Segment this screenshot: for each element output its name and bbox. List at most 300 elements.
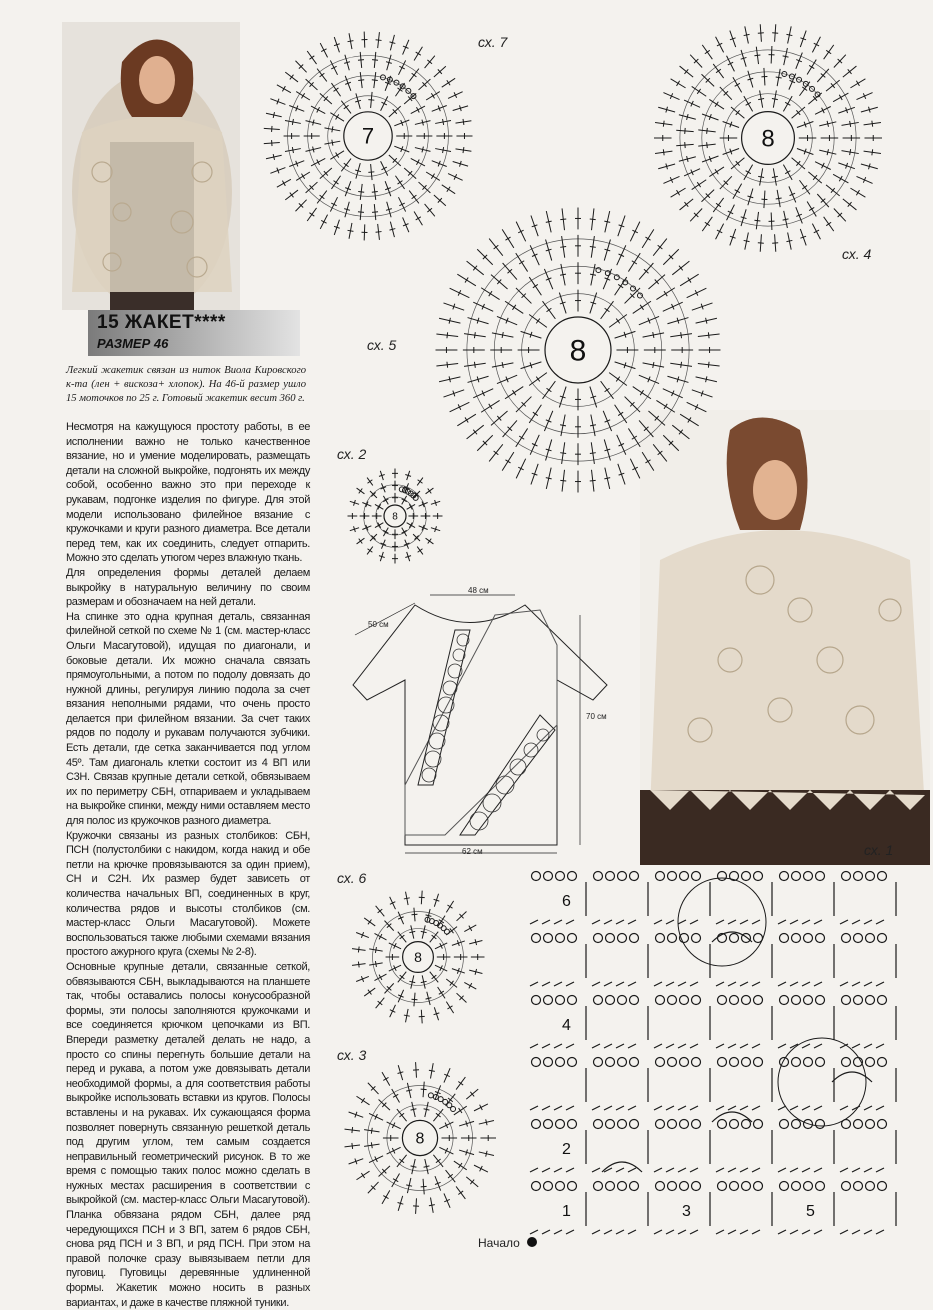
- motif-number: 8: [416, 1131, 425, 1148]
- chain-loop: [544, 1182, 553, 1191]
- stitch-crossbar: [697, 89, 700, 94]
- stitch-mark: [778, 1044, 786, 1048]
- stitch-crossbar: [706, 376, 707, 382]
- stitch-mark: [790, 1168, 798, 1172]
- chain-loop: [656, 1058, 665, 1067]
- stitch-crossbar: [519, 436, 524, 439]
- chain-loop: [718, 1182, 727, 1191]
- stitch-crossbar: [645, 237, 650, 240]
- chain-loop: [618, 1058, 627, 1067]
- stitch-crossbar: [474, 332, 475, 338]
- stitch-mark: [654, 1106, 662, 1110]
- chain-loop: [568, 1058, 577, 1067]
- chain-loop: [544, 934, 553, 943]
- stitch-mark: [876, 982, 884, 986]
- stitch-crossbar: [746, 171, 751, 174]
- stitch-crossbar: [505, 237, 510, 240]
- chain-loop: [866, 934, 875, 943]
- stitch-mark: [728, 982, 736, 986]
- chain-loop: [742, 872, 751, 881]
- stitch-crossbar: [422, 147, 423, 153]
- stitch-mark: [530, 982, 538, 986]
- chain-loop: [399, 487, 404, 492]
- chain-loop: [780, 872, 789, 881]
- stitch-crossbar: [590, 219, 596, 220]
- chain-loop: [718, 1058, 727, 1067]
- chain-loop: [668, 934, 677, 943]
- stitch-crossbar: [663, 121, 664, 127]
- stitch-mark: [628, 1044, 636, 1048]
- stitch-mark: [790, 1230, 798, 1234]
- stitch-crossbar: [706, 318, 707, 324]
- stitch-mark: [592, 920, 600, 924]
- stitch-crossbar: [772, 176, 778, 177]
- stitch-crossbar: [429, 1070, 435, 1071]
- start-point: [527, 1237, 537, 1247]
- stitch-mark: [554, 1044, 562, 1048]
- article-size: РАЗМЕР 46: [97, 336, 168, 351]
- stitch-mark: [566, 1168, 574, 1172]
- stitch-crossbar: [640, 390, 643, 395]
- stitch-mark: [864, 1230, 872, 1234]
- stitch-mark: [654, 982, 662, 986]
- stitch-crossbar: [590, 246, 596, 247]
- stitch-mark: [666, 1044, 674, 1048]
- stitch-crossbar: [358, 192, 364, 193]
- chain-loop: [842, 872, 851, 881]
- stitch-crossbar: [758, 176, 764, 177]
- stitch-crossbar: [372, 80, 378, 81]
- stitch-crossbar: [416, 52, 421, 55]
- chain-loop: [816, 1058, 825, 1067]
- chain-loop: [544, 996, 553, 1005]
- chain-loop: [718, 996, 727, 1005]
- stitch-mark: [802, 1044, 810, 1048]
- grid-row-number: 3: [682, 1203, 691, 1220]
- stitch-crossbar: [685, 142, 686, 148]
- stitch-crossbar: [590, 480, 596, 481]
- stitch-mark: [666, 982, 674, 986]
- stitch-crossbar: [560, 246, 566, 247]
- stitch-mark: [752, 1230, 760, 1234]
- stitch-crossbar: [376, 232, 382, 233]
- stitch-mark: [852, 982, 860, 986]
- stitch-crossbar: [735, 190, 740, 193]
- grid-row-number: 6: [562, 893, 571, 910]
- scheme-label-4: сх. 4: [842, 246, 871, 262]
- stitch-mark: [876, 920, 884, 924]
- chain-loop: [618, 872, 627, 881]
- stitch-crossbar: [372, 60, 378, 61]
- chain-loop: [680, 1182, 689, 1191]
- stitch-crossbar: [409, 981, 415, 982]
- stitch-crossbar: [536, 377, 540, 382]
- paragraph: Несмотря на кажущуюся простоту работы, в ее исполнении важно не только качественное вязание, но и умение моделировать, размещать детали на сложной выкройке, подгонять их между собой, особенно важно это при переходе к рукавам, подгонке изделия по фигуре. Для этой модели использовано филейное вязание с кружочками и круги разного диаметра. Все детали перед тем, как их соединить, следует отпарить. Можно это сделать утюгом через влажную ткань.: [66, 420, 310, 566]
- stitch-mark: [716, 1168, 724, 1172]
- stitch-crossbar: [359, 539, 363, 544]
- stitch-crossbar: [754, 55, 760, 56]
- paragraph: Кружочки связаны из разных столбиков: СБН, ПСН (полустолбики с накидом, когда накид и обе петли на крючке провязываются за один прием), СН и С2Н. Их размер будет зависеть от количества начальных ВП, соединенных в круг, количества рядов и высоты столбиков (см. мастер-класс Ольги Масагутовой). Можете воспользоваться также любыми схемами вязания простого ажурного круга (схемы № 2-8).: [66, 829, 310, 960]
- stitch-crossbar: [533, 412, 538, 415]
- chain-loop: [792, 1120, 801, 1129]
- stitch-crossbar: [707, 142, 708, 148]
- stitch-mark: [740, 982, 748, 986]
- stitch-mark: [840, 1230, 848, 1234]
- stitch-crossbar: [406, 1185, 412, 1186]
- stitch-mark: [592, 1168, 600, 1172]
- chain-loop: [568, 934, 577, 943]
- chain-loop: [742, 1058, 751, 1067]
- stitch-mark: [666, 1168, 674, 1172]
- stitch-crossbar: [336, 114, 339, 119]
- stitch-crossbar: [368, 172, 374, 173]
- chain-loop: [816, 934, 825, 943]
- chain-loop: [568, 1120, 577, 1129]
- stitch-crossbar: [358, 60, 364, 61]
- chain-loop: [866, 1058, 875, 1067]
- chain-loop: [668, 1182, 677, 1191]
- stitch-mark: [864, 982, 872, 986]
- stitch-crossbar: [640, 305, 643, 310]
- motif-number: 7: [362, 124, 374, 149]
- chain-loop: [606, 1182, 615, 1191]
- stitch-crossbar: [664, 291, 667, 296]
- stitch-crossbar: [590, 425, 596, 426]
- stitch-crossbar: [715, 102, 718, 107]
- chain-loop: [594, 1058, 603, 1067]
- stitch-mark: [876, 1230, 884, 1234]
- stitch-mark: [852, 1230, 860, 1234]
- stitch-crossbar: [645, 460, 650, 463]
- stitch-crossbar: [424, 1166, 430, 1167]
- crochet-circle-scheme-2: [345, 466, 445, 566]
- stitch-mark: [852, 1168, 860, 1172]
- chain-loop: [780, 996, 789, 1005]
- stitch-crossbar: [368, 480, 373, 484]
- stitch-crossbar: [431, 93, 434, 98]
- chain-loop: [532, 872, 541, 881]
- stitch-crossbar: [502, 362, 503, 368]
- stitch-crossbar: [802, 87, 807, 91]
- chain-loop: [816, 996, 825, 1005]
- scheme-label-5: сх. 5: [367, 337, 396, 353]
- chain-loop: [568, 872, 577, 881]
- stitch-crossbar: [344, 105, 349, 109]
- stitch-crossbar: [590, 453, 596, 454]
- stitch-crossbar: [677, 81, 680, 86]
- stitch-crossbar: [358, 212, 364, 213]
- stitch-crossbar: [447, 332, 448, 338]
- chain-loop: [606, 872, 615, 881]
- stitch-crossbar: [664, 404, 667, 409]
- chain-loop: [668, 872, 677, 881]
- chain-loop: [692, 1058, 701, 1067]
- stitch-crossbar: [605, 388, 610, 392]
- stitch-mark: [628, 1230, 636, 1234]
- stitch-crossbar: [754, 220, 760, 221]
- stitch-mark: [666, 1230, 674, 1234]
- stitch-crossbar: [290, 193, 294, 198]
- stitch-crossbar: [449, 318, 450, 324]
- chain-loop: [804, 996, 813, 1005]
- grid-row-number: 4: [562, 1017, 571, 1034]
- stitch-mark: [542, 920, 550, 924]
- chain-loop: [804, 1182, 813, 1191]
- chain-loop: [754, 996, 763, 1005]
- stitch-crossbar: [746, 102, 751, 105]
- stitch-crossbar: [872, 121, 873, 127]
- stitch-mark: [592, 1044, 600, 1048]
- stitch-crossbar: [428, 489, 432, 494]
- chain-loop: [656, 934, 665, 943]
- stitch-crossbar: [368, 990, 372, 995]
- chain-loop: [556, 1182, 565, 1191]
- chain-loop: [780, 1182, 789, 1191]
- stitch-crossbar: [301, 174, 304, 179]
- dimension-top: 48 см: [468, 586, 489, 595]
- chain-loop: [866, 1182, 875, 1191]
- stitch-mark: [628, 982, 636, 986]
- stitch-mark: [752, 1106, 760, 1110]
- stitch-crossbar: [785, 102, 790, 105]
- chain-loop: [854, 934, 863, 943]
- stitch-crossbar: [375, 947, 376, 953]
- chain-loop: [630, 1182, 639, 1191]
- stitch-crossbar: [653, 332, 654, 338]
- stitch-crossbar: [685, 128, 686, 134]
- stitch-mark: [542, 1044, 550, 1048]
- stitch-crossbar: [856, 81, 859, 86]
- chain-loop: [804, 934, 813, 943]
- chain-loop: [842, 1058, 851, 1067]
- stitch-crossbar: [439, 991, 444, 994]
- stitch-mark: [592, 1230, 600, 1234]
- chain-loop: [606, 1058, 615, 1067]
- stitch-crossbar: [463, 147, 464, 153]
- chain-loop: [532, 1182, 541, 1191]
- stitch-crossbar: [358, 947, 359, 953]
- stitch-crossbar: [708, 362, 709, 368]
- stitch-crossbar: [705, 50, 710, 53]
- chain-loop: [680, 872, 689, 881]
- stitch-crossbar: [786, 240, 792, 241]
- stitch-mark: [814, 1168, 822, 1172]
- chain-loop: [730, 1058, 739, 1067]
- stitch-mark: [864, 1106, 872, 1110]
- stitch-crossbar: [447, 80, 450, 85]
- stitch-crossbar: [590, 274, 596, 275]
- stitch-crossbar: [546, 478, 552, 479]
- stitch-crossbar: [439, 920, 444, 923]
- stitch-mark: [542, 1106, 550, 1110]
- stitch-crossbar: [536, 319, 540, 324]
- stitch-mark: [778, 920, 786, 924]
- chain-loop: [692, 1120, 701, 1129]
- chain-loop: [878, 872, 887, 881]
- stitch-crossbar: [776, 77, 782, 78]
- stitch-mark: [654, 1230, 662, 1234]
- stitch-crossbar: [744, 34, 750, 35]
- stitch-mark: [840, 1168, 848, 1172]
- stitch-mark: [864, 1044, 872, 1048]
- stitch-mark: [740, 1106, 748, 1110]
- stitch-mark: [840, 982, 848, 986]
- stitch-crossbar: [618, 412, 623, 415]
- stitch-mark: [654, 1168, 662, 1172]
- stitch-crossbar: [785, 171, 790, 174]
- stitch-crossbar: [458, 1191, 463, 1195]
- stitch-crossbar: [376, 40, 382, 41]
- stitch-crossbar: [383, 1196, 388, 1199]
- chain-loop: [878, 1182, 887, 1191]
- stitch-mark: [790, 1106, 798, 1110]
- stitch-crossbar: [409, 931, 415, 932]
- stitch-mark: [628, 1106, 636, 1110]
- article-intro: Легкий жакетик связан из ниток Виола Кировского к-та (лен + вискоза+ хлопок). На 46-й размер ушло 15 моточков по 25 г. Готовый жакетик весит 360 г.: [66, 364, 306, 405]
- stitch-mark: [592, 982, 600, 986]
- stitch-crossbar: [426, 998, 432, 999]
- stitch-crossbar: [632, 436, 637, 439]
- stitch-crossbar: [663, 149, 664, 155]
- stitch-mark: [604, 982, 612, 986]
- stitch-mark: [864, 1168, 872, 1172]
- chain-loop: [866, 872, 875, 881]
- stitch-crossbar: [604, 478, 610, 479]
- dimension-bottom: 62 см: [462, 847, 483, 856]
- stitch-crossbar: [450, 981, 454, 986]
- stitch-mark: [690, 1230, 698, 1234]
- stitch-mark: [864, 920, 872, 924]
- chain-loop: [532, 1058, 541, 1067]
- chain-loop: [544, 1058, 553, 1067]
- stitch-mark: [530, 1168, 538, 1172]
- stitch-mark: [778, 1230, 786, 1234]
- stitch-mark: [542, 1230, 550, 1234]
- stitch-crossbar: [489, 404, 492, 409]
- stitch-crossbar: [716, 69, 721, 73]
- stitch-mark: [740, 1230, 748, 1234]
- chain-loop: [680, 1120, 689, 1129]
- stitch-crossbar: [447, 1006, 452, 1009]
- stitch-mark: [566, 920, 574, 924]
- stitch-crossbar: [681, 332, 682, 338]
- chain-loop: [792, 872, 801, 881]
- chain-loop: [692, 1182, 701, 1191]
- stitch-crossbar: [512, 305, 515, 310]
- stitch-mark: [802, 1230, 810, 1234]
- stitch-crossbar: [313, 120, 314, 126]
- chain-loop: [428, 1093, 433, 1098]
- stitch-crossbar: [715, 169, 718, 174]
- chain-loop: [556, 934, 565, 943]
- paragraph: Для определения формы деталей делаем выкройку в натуральную величину по своим размерам и обозначаем на ней детали.: [66, 566, 310, 610]
- stitch-crossbar: [450, 928, 454, 933]
- chain-loop: [668, 1120, 677, 1129]
- chain-loop: [792, 934, 801, 943]
- chain-loop: [451, 1106, 456, 1111]
- paragraph: Основные крупные детали, связанные сеткой, обвязываются СБН, выкладываются на планшете так, чтобы оставались полосы конусообразной формы, эти полосы заполняются кружочками и все соединяется крючком цепочками из ВП. Впереди разметку деталей делать не надо, а просто со спины перегнуть большие детали на перед и рукава, а потом уже довязывать детали необходимой формы, а для соответствия работы выкройке использовать вставки из кругов. Полосы вставлены и на рукавах. Их сужающаяся форма позволяет повернуть связанную решеткой деталь под другим углом, тем самым создается неправильный геометрический рисунок. В то же время с помощью таких полос можно сделать в нужных местах расширения в соответствии с выкройкой (см. мастер-класс Ольги Масагутовой). Планка обвязана рядом СБН, далее ряд чередующихся ПСН и 3 ВП, затем 6 рядов СБН, снова ряд ПСН и 3 ВП, и ряд ПСН. При этом на правой полочке сразу вывязываем петли для пуговиц. Пуговицы деревянные удлиненной формы. Жакетик можно носить в разных вариантах, и даже в качестве пляжной туники.: [66, 960, 310, 1310]
- stitch-crossbar: [616, 377, 620, 382]
- stitch-mark: [678, 1168, 686, 1172]
- stitch-mark: [604, 1044, 612, 1048]
- chain-loop: [444, 929, 449, 934]
- stitch-crossbar: [783, 56, 789, 57]
- chain-loop: [816, 872, 825, 881]
- stitch-mark: [616, 1230, 624, 1234]
- stitch-crossbar: [850, 149, 851, 155]
- stitch-mark: [542, 1168, 550, 1172]
- chain-loop: [730, 1182, 739, 1191]
- stitch-crossbar: [465, 417, 468, 422]
- stitch-mark: [530, 1044, 538, 1048]
- chain-loop: [754, 872, 763, 881]
- chain-loop: [630, 934, 639, 943]
- stitch-mark: [604, 920, 612, 924]
- stitch-mark: [876, 1168, 884, 1172]
- stitch-mark: [654, 920, 662, 924]
- dimension-sleeve: 50 см: [368, 620, 389, 629]
- stitch-crossbar: [273, 112, 274, 118]
- chain-loop: [692, 934, 701, 943]
- stitch-mark: [802, 920, 810, 924]
- stitch-crossbar: [429, 1205, 435, 1206]
- chain-loop: [630, 872, 639, 881]
- stitch-mark: [716, 1230, 724, 1234]
- stitch-crossbar: [282, 181, 285, 186]
- stitch-crossbar: [872, 149, 873, 155]
- stitch-crossbar: [361, 1173, 364, 1178]
- stitch-crossbar: [348, 41, 354, 42]
- stitch-crossbar: [371, 1142, 372, 1148]
- stitch-crossbar: [459, 1108, 462, 1113]
- stitch-crossbar: [505, 460, 510, 463]
- chain-loop: [866, 1120, 875, 1129]
- stitch-mark: [752, 1168, 760, 1172]
- stitch-crossbar: [292, 147, 293, 153]
- stitch-mark: [716, 1044, 724, 1048]
- motif-number: 8: [392, 512, 398, 523]
- scheme-label-7: сх. 7: [478, 34, 507, 50]
- stitch-crossbar: [352, 1127, 353, 1133]
- stitch-crossbar: [463, 119, 464, 125]
- chain-loop: [878, 1058, 887, 1067]
- stitch-mark: [690, 1168, 698, 1172]
- stitch-mark: [716, 1106, 724, 1110]
- chain-loop: [754, 1058, 763, 1067]
- stitch-mark: [802, 982, 810, 986]
- stitch-crossbar: [368, 549, 373, 553]
- stitch-crossbar: [290, 75, 294, 80]
- chain-loop: [568, 1182, 577, 1191]
- crochet-circle-scheme-3: [340, 1058, 500, 1218]
- stitch-crossbar: [512, 390, 515, 395]
- stitch-mark: [554, 1230, 562, 1234]
- stitch-mark: [740, 920, 748, 924]
- stitch-crossbar: [375, 961, 376, 967]
- chain-loop: [754, 1120, 763, 1129]
- stitch-crossbar: [474, 362, 475, 368]
- stitch-mark: [554, 1168, 562, 1172]
- chain-loop: [532, 934, 541, 943]
- stitch-crossbar: [688, 417, 691, 422]
- chain-loop: [594, 934, 603, 943]
- stitch-mark: [616, 982, 624, 986]
- stitch-crossbar: [776, 198, 782, 199]
- stitch-mark: [554, 982, 562, 986]
- stitch-crossbar: [546, 221, 552, 222]
- stitch-crossbar: [447, 187, 450, 192]
- chain-loop: [544, 872, 553, 881]
